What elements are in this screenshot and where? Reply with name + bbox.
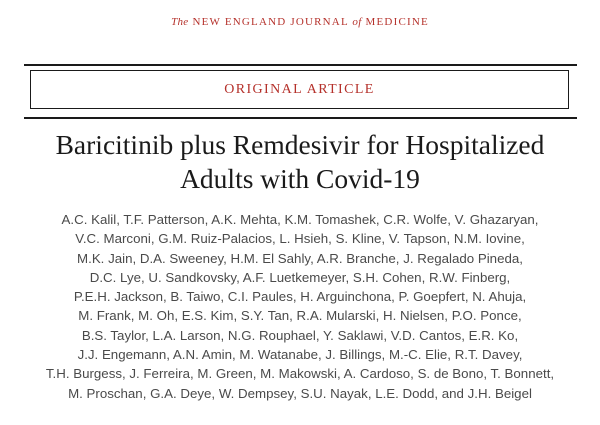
author-line: M. Proschan, G.A. Deye, W. Dempsey, S.U. Nayak, L.E. Dodd, and J.H. Beigel	[68, 385, 532, 401]
journal-prefix: The	[171, 16, 189, 28]
author-line: A.C. Kalil, T.F. Patterson, A.K. Mehta, K.M. Tomashek, C.R. Wolfe, V. Ghazaryan,	[61, 212, 539, 227]
title-line: Baricitinib plus Remdesivir for Hospitalized	[55, 129, 545, 160]
bottom-divider	[24, 117, 577, 119]
journal-masthead	[0, 16, 600, 28]
top-divider	[24, 64, 577, 66]
author-line: D.C. Lye, U. Sandkovsky, A.F. Luetkemeyer, S.H. Cohen, R.W. Finberg,	[89, 269, 511, 285]
journal-suffix: MEDICINE	[365, 16, 429, 28]
title-line: Adults with Covid-19	[180, 163, 420, 194]
author-line: J.J. Engemann, A.N. Amin, M. Watanabe, J. Billings, M.-C. Elie, R.T. Davey,	[77, 347, 523, 363]
journal-name: NEW ENGLAND JOURNAL	[192, 16, 349, 28]
author-line: T.H. Burgess, J. Ferreira, M. Green, M. Makowski, A. Cardoso, S. de Bono, T. Bonnett,	[45, 366, 555, 382]
author-line: P.E.H. Jackson, B. Taiwo, C.I. Paules, H. Arguinchona, P. Goepfert, N. Ahuja,	[73, 289, 527, 305]
article-title	[0, 128, 600, 196]
author-line: M.K. Jain, D.A. Sweeney, H.M. El Sahly, A.R. Branche, J. Regalado Pineda,	[77, 250, 523, 266]
article-type-label: ORIGINAL ARTICLE	[224, 81, 375, 97]
journal-of: of	[352, 16, 362, 28]
author-list	[0, 210, 600, 403]
author-line: M. Frank, M. Oh, E.S. Kim, S.Y. Tan, R.A. Mularski, H. Nielsen, P.O. Ponce,	[78, 308, 522, 324]
author-line: B.S. Taylor, L.A. Larson, N.G. Rouphael, Y. Saklawi, V.D. Cantos, E.R. Ko,	[81, 327, 519, 343]
author-line: V.C. Marconi, G.M. Ruiz-Palacios, L. Hsieh, S. Kline, V. Tapson, N.M. Iovine,	[75, 231, 525, 247]
article-type-box	[30, 70, 569, 109]
